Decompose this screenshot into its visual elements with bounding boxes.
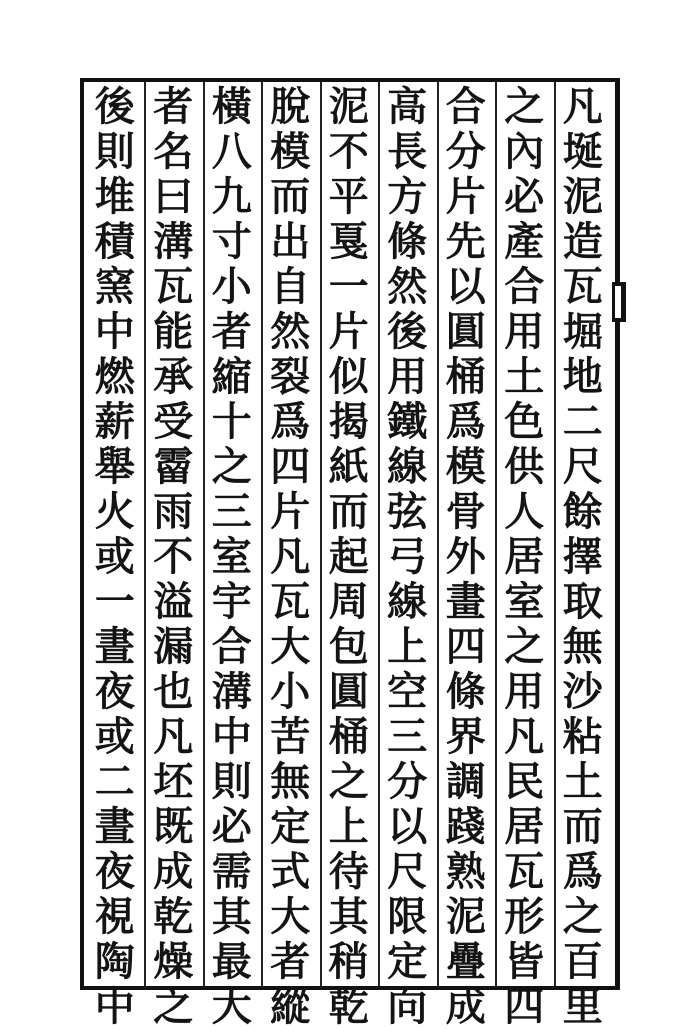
character: 溝 <box>153 218 194 265</box>
character: 桶 <box>445 353 486 400</box>
column-rule <box>554 82 556 986</box>
character: 受 <box>153 398 194 445</box>
character: 平 <box>328 173 369 220</box>
character: 堆 <box>94 173 135 220</box>
character: 凡 <box>504 713 545 760</box>
text-column-2 <box>498 83 551 1030</box>
character: 瓦 <box>270 578 311 625</box>
character: 色 <box>504 398 545 445</box>
character: 片 <box>445 173 486 220</box>
character: 造 <box>562 218 603 265</box>
character: 堀 <box>562 308 603 355</box>
character: 定 <box>387 938 428 985</box>
character: 宇 <box>211 578 252 625</box>
character: 後 <box>94 83 135 130</box>
character: 夜 <box>94 848 135 895</box>
text-column-8 <box>147 83 200 1030</box>
character: 之 <box>562 893 603 940</box>
character: 後 <box>387 308 428 355</box>
character: 四 <box>445 623 486 670</box>
character: 向 <box>387 983 428 1030</box>
character: 外 <box>445 533 486 580</box>
character: 定 <box>270 803 311 850</box>
character: 以 <box>387 803 428 850</box>
character: 土 <box>562 758 603 805</box>
character: 其 <box>211 893 252 940</box>
character: 百 <box>562 938 603 985</box>
column-rule <box>437 82 439 986</box>
character: 里 <box>562 983 603 1030</box>
character: 長 <box>387 128 428 175</box>
character: 起 <box>328 533 369 580</box>
column-rule <box>320 82 322 986</box>
character: 地 <box>562 353 603 400</box>
character: 凡 <box>270 533 311 580</box>
character: 或 <box>94 713 135 760</box>
character: 人 <box>504 488 545 535</box>
character: 二 <box>94 758 135 805</box>
character: 泥 <box>562 173 603 220</box>
character: 大 <box>270 623 311 670</box>
character: 內 <box>504 128 545 175</box>
character: 必 <box>211 803 252 850</box>
character: 揭 <box>328 398 369 445</box>
character: 凡 <box>562 83 603 130</box>
character: 中 <box>211 713 252 760</box>
character: 大 <box>270 893 311 940</box>
character: 裂 <box>270 353 311 400</box>
character: 積 <box>94 218 135 265</box>
character: 合 <box>504 263 545 310</box>
character: 限 <box>387 893 428 940</box>
character: 其 <box>328 893 369 940</box>
character: 瓦 <box>504 848 545 895</box>
character: 溢 <box>153 578 194 625</box>
text-column-3 <box>440 83 493 1030</box>
character: 用 <box>504 668 545 715</box>
character: 之 <box>504 83 545 130</box>
character: 乾 <box>153 893 194 940</box>
character: 夜 <box>94 668 135 715</box>
page-edge-tab <box>612 282 626 322</box>
column-rule <box>495 82 497 986</box>
character: 火 <box>94 488 135 535</box>
column-rule <box>378 82 380 986</box>
character: 尺 <box>387 848 428 895</box>
column-rule <box>261 82 263 986</box>
character: 縱 <box>270 983 311 1030</box>
character: 名 <box>153 128 194 175</box>
text-column-1 <box>557 83 610 1030</box>
character: 分 <box>387 758 428 805</box>
character: 桶 <box>328 713 369 760</box>
character: 條 <box>445 668 486 715</box>
character: 片 <box>328 308 369 355</box>
character: 八 <box>211 128 252 175</box>
character: 則 <box>94 128 135 175</box>
character: 苦 <box>270 713 311 760</box>
text-column-5 <box>323 83 376 1030</box>
character: 漏 <box>153 623 194 670</box>
character: 不 <box>153 533 194 580</box>
character: 擇 <box>562 533 603 580</box>
character: 然 <box>270 308 311 355</box>
character: 而 <box>562 803 603 850</box>
character: 踐 <box>445 803 486 850</box>
character: 四 <box>270 443 311 490</box>
character: 溝 <box>211 668 252 715</box>
character: 舉 <box>94 443 135 490</box>
text-column-6 <box>264 83 317 1030</box>
character: 出 <box>270 218 311 265</box>
character: 之 <box>504 623 545 670</box>
character: 乾 <box>328 983 369 1030</box>
character: 用 <box>387 353 428 400</box>
character: 包 <box>328 623 369 670</box>
character: 小 <box>270 668 311 715</box>
character: 橫 <box>211 83 252 130</box>
character: 皆 <box>504 938 545 985</box>
character: 戛 <box>328 218 369 265</box>
character: 圓 <box>328 668 369 715</box>
character: 九 <box>211 173 252 220</box>
character: 視 <box>94 893 135 940</box>
character: 上 <box>328 803 369 850</box>
character: 成 <box>445 983 486 1030</box>
character: 者 <box>211 308 252 355</box>
character: 模 <box>445 443 486 490</box>
character: 四 <box>504 983 545 1030</box>
character: 而 <box>328 488 369 535</box>
character: 骨 <box>445 488 486 535</box>
character: 三 <box>387 713 428 760</box>
character: 必 <box>504 173 545 220</box>
character: 稍 <box>328 938 369 985</box>
character: 用 <box>504 308 545 355</box>
character: 陶 <box>94 938 135 985</box>
character: 爲 <box>445 398 486 445</box>
character: 合 <box>445 83 486 130</box>
character: 待 <box>328 848 369 895</box>
character: 弦 <box>387 488 428 535</box>
character: 先 <box>445 218 486 265</box>
character: 熟 <box>445 848 486 895</box>
character: 瓦 <box>153 263 194 310</box>
character: 粘 <box>562 713 603 760</box>
character: 不 <box>328 128 369 175</box>
character: 條 <box>387 218 428 265</box>
character: 則 <box>211 758 252 805</box>
character: 也 <box>153 668 194 715</box>
character: 二 <box>562 398 603 445</box>
character: 界 <box>445 713 486 760</box>
column-rule <box>144 82 146 986</box>
character: 居 <box>504 533 545 580</box>
character: 中 <box>94 308 135 355</box>
character: 線 <box>387 578 428 625</box>
character: 承 <box>153 353 194 400</box>
character: 縮 <box>211 353 252 400</box>
character: 分 <box>445 128 486 175</box>
character: 線 <box>387 443 428 490</box>
character: 無 <box>562 623 603 670</box>
character: 燥 <box>153 938 194 985</box>
character: 窯 <box>94 263 135 310</box>
character: 調 <box>445 758 486 805</box>
character: 晝 <box>94 803 135 850</box>
character: 三 <box>211 488 252 535</box>
character: 供 <box>504 443 545 490</box>
character: 埏 <box>562 128 603 175</box>
character: 方 <box>387 173 428 220</box>
character: 無 <box>270 758 311 805</box>
character: 取 <box>562 578 603 625</box>
character: 高 <box>387 83 428 130</box>
character: 上 <box>387 623 428 670</box>
character: 爲 <box>562 848 603 895</box>
character: 霤 <box>153 443 194 490</box>
text-column-9 <box>89 83 142 1030</box>
character: 爲 <box>270 398 311 445</box>
character: 曰 <box>153 173 194 220</box>
character: 瓦 <box>562 263 603 310</box>
character: 弓 <box>387 533 428 580</box>
character: 餘 <box>562 488 603 535</box>
character: 者 <box>153 83 194 130</box>
character: 一 <box>328 263 369 310</box>
character: 或 <box>94 533 135 580</box>
character: 周 <box>328 578 369 625</box>
character: 凡 <box>153 713 194 760</box>
character: 居 <box>504 803 545 850</box>
character: 紙 <box>328 443 369 490</box>
character: 鐵 <box>387 398 428 445</box>
character: 既 <box>153 803 194 850</box>
character: 一 <box>94 578 135 625</box>
column-rule <box>203 82 205 986</box>
character: 之 <box>153 983 194 1030</box>
character: 薪 <box>94 398 135 445</box>
text-column-7 <box>206 83 259 1030</box>
character: 室 <box>504 578 545 625</box>
character: 坯 <box>153 758 194 805</box>
character: 晝 <box>94 623 135 670</box>
character: 疊 <box>445 938 486 985</box>
character: 泥 <box>328 83 369 130</box>
character: 形 <box>504 893 545 940</box>
character: 寸 <box>211 218 252 265</box>
character: 土 <box>504 353 545 400</box>
character: 空 <box>387 668 428 715</box>
character: 雨 <box>153 488 194 535</box>
character: 十 <box>211 398 252 445</box>
character: 需 <box>211 848 252 895</box>
character: 燃 <box>94 353 135 400</box>
character: 脫 <box>270 83 311 130</box>
character: 室 <box>211 533 252 580</box>
character: 圓 <box>445 308 486 355</box>
character: 似 <box>328 353 369 400</box>
character: 之 <box>328 758 369 805</box>
character: 而 <box>270 173 311 220</box>
character: 之 <box>211 443 252 490</box>
character: 片 <box>270 488 311 535</box>
character: 尺 <box>562 443 603 490</box>
character: 最 <box>211 938 252 985</box>
character: 模 <box>270 128 311 175</box>
character: 泥 <box>445 893 486 940</box>
character: 中 <box>94 983 135 1030</box>
character: 然 <box>387 263 428 310</box>
character: 沙 <box>562 668 603 715</box>
character: 以 <box>445 263 486 310</box>
character: 合 <box>211 623 252 670</box>
character: 產 <box>504 218 545 265</box>
character: 成 <box>153 848 194 895</box>
character: 畫 <box>445 578 486 625</box>
character: 自 <box>270 263 311 310</box>
text-column-4 <box>381 83 434 1030</box>
character: 小 <box>211 263 252 310</box>
character: 式 <box>270 848 311 895</box>
character: 能 <box>153 308 194 355</box>
character: 大 <box>211 983 252 1030</box>
character: 者 <box>270 938 311 985</box>
character: 民 <box>504 758 545 805</box>
